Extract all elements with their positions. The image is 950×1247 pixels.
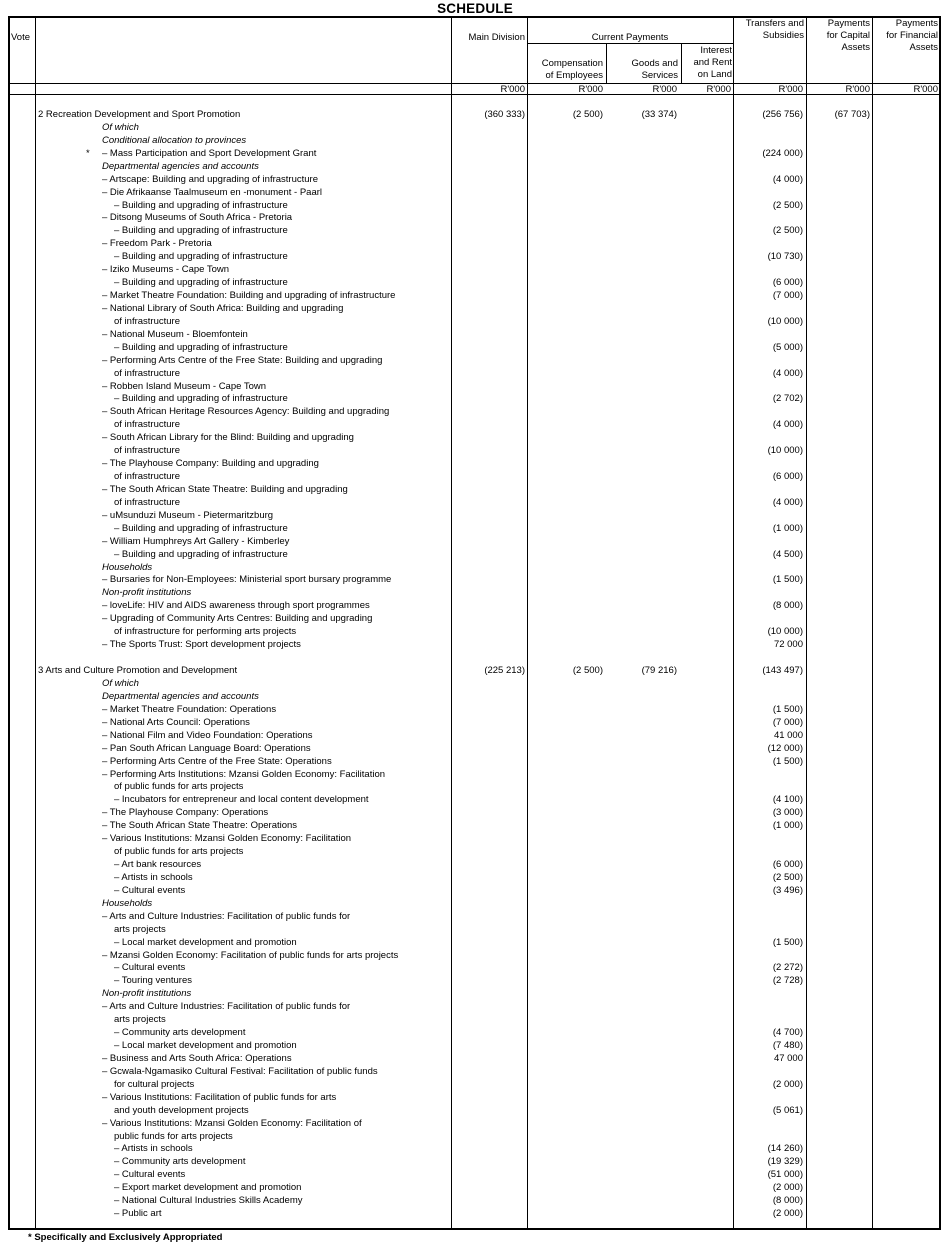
row-description: – Building and upgrading of infrastructure bbox=[114, 548, 288, 560]
table-row bbox=[0, 315, 950, 328]
row-description: – Performing Arts Institutions: Mzansi Golden Economy: Facilitation bbox=[102, 768, 386, 780]
row-value: (2 000) bbox=[772, 1182, 803, 1194]
row-description: – Mass Participation and Sport Development Grant bbox=[102, 147, 317, 159]
table-row bbox=[0, 1039, 950, 1052]
row-value: (2 500) bbox=[772, 199, 803, 211]
row-description: – Export market development and promotion bbox=[114, 1182, 302, 1194]
table-row bbox=[0, 677, 950, 690]
row-description: – Community arts development bbox=[114, 1156, 246, 1168]
row-description: – Artists in schools bbox=[114, 1143, 193, 1155]
table-row bbox=[0, 1104, 950, 1117]
unit-goods: R'000 bbox=[652, 84, 677, 95]
table-row bbox=[0, 961, 950, 974]
header-current-payments: Current Payments bbox=[591, 32, 669, 43]
table-row bbox=[0, 535, 950, 548]
row-description: for cultural projects bbox=[114, 1078, 195, 1090]
row-description: of public funds for arts projects bbox=[114, 781, 244, 793]
row-description: Households bbox=[102, 561, 153, 573]
row-description: – Artists in schools bbox=[114, 871, 193, 883]
row-description: arts projects bbox=[114, 1014, 166, 1026]
row-value: 72 000 bbox=[773, 639, 803, 651]
table-row bbox=[0, 1207, 950, 1220]
table-row bbox=[0, 573, 950, 586]
table-row bbox=[0, 871, 950, 884]
row-description: 2 Recreation Development and Sport Promotion bbox=[38, 109, 241, 120]
header-vote: Vote bbox=[11, 32, 31, 43]
row-value: (1 000) bbox=[772, 522, 803, 534]
row-value: (2 702) bbox=[772, 393, 803, 405]
row-description: – South African Heritage Resources Agency: Building and upgrading bbox=[102, 406, 390, 418]
row-value: 41 000 bbox=[773, 729, 803, 741]
table-row bbox=[0, 186, 950, 199]
table-row bbox=[0, 987, 950, 1000]
table-row bbox=[0, 1117, 950, 1130]
row-description: – Various Institutions: Mzansi Golden Economy: Facilitation bbox=[102, 833, 352, 845]
header-interest: Interest and Rent on Land bbox=[693, 45, 732, 80]
table-row bbox=[0, 134, 950, 147]
table-row bbox=[0, 302, 950, 315]
row-description: arts projects bbox=[114, 923, 166, 935]
header-transfers: Transfers and Subsidies bbox=[745, 18, 804, 41]
table-row bbox=[0, 431, 950, 444]
row-value: (8 000) bbox=[772, 600, 803, 612]
row-value: (2 500) bbox=[772, 225, 803, 237]
table-row bbox=[0, 974, 950, 987]
row-value: (19 329) bbox=[767, 1156, 803, 1168]
row-value: (3 000) bbox=[772, 807, 803, 819]
row-description: – Building and upgrading of infrastructure bbox=[114, 522, 288, 534]
row-description: Households bbox=[102, 897, 153, 909]
row-value: (224 000) bbox=[762, 147, 803, 159]
row-description: – Building and upgrading of infrastructure bbox=[114, 251, 288, 263]
table-row bbox=[0, 328, 950, 341]
row-description: – Gcwala-Ngamasiko Cultural Festival: Facilitation of public funds bbox=[102, 1065, 378, 1077]
row-value: (143 497) bbox=[762, 665, 803, 677]
row-value: (2 500) bbox=[572, 109, 603, 120]
table-row bbox=[0, 380, 950, 393]
row-description: – Robben Island Museum - Cape Town bbox=[102, 380, 267, 392]
row-description: – Building and upgrading of infrastructure bbox=[114, 341, 288, 353]
table-row bbox=[0, 263, 950, 276]
row-description: – uMsunduzi Museum - Pietermaritzburg bbox=[102, 509, 274, 521]
row-description: of infrastructure for performing arts projects bbox=[114, 626, 297, 638]
table-row bbox=[0, 884, 950, 897]
row-description: and youth development projects bbox=[114, 1104, 249, 1116]
unit-capital: R'000 bbox=[845, 84, 870, 95]
table-row bbox=[0, 755, 950, 768]
row-value: (5 061) bbox=[772, 1104, 803, 1116]
row-value: (2 272) bbox=[772, 962, 803, 974]
table-row bbox=[0, 418, 950, 431]
row-description: – Cultural events bbox=[114, 962, 186, 974]
row-description: – Various Institutions: Mzansi Golden Economy: Facilitation of bbox=[102, 1117, 362, 1129]
row-description: – National Museum - Bloemfontein bbox=[102, 328, 248, 340]
row-description: – Local market development and promotion bbox=[114, 936, 297, 948]
row-description: – Incubators for entrepreneur and local content development bbox=[114, 794, 369, 806]
row-value: (79 216) bbox=[641, 665, 677, 677]
row-description: – Building and upgrading of infrastructure bbox=[114, 277, 288, 289]
header-main-division: Main Division bbox=[468, 32, 525, 43]
row-value: (4 000) bbox=[772, 173, 803, 185]
row-description: Non-profit institutions bbox=[102, 988, 192, 1000]
appropriation-marker: * bbox=[86, 147, 90, 159]
row-value: (1 500) bbox=[772, 574, 803, 586]
row-description: – Various Institutions: Facilitation of public funds for arts bbox=[102, 1091, 337, 1103]
table-row bbox=[0, 858, 950, 871]
table-row bbox=[0, 832, 950, 845]
row-description: – Public art bbox=[114, 1208, 162, 1220]
table-row bbox=[0, 405, 950, 418]
table-row bbox=[0, 768, 950, 781]
row-value: (3 496) bbox=[772, 884, 803, 896]
row-value: (360 333) bbox=[484, 109, 525, 120]
table-row bbox=[0, 250, 950, 263]
row-description: public funds for arts projects bbox=[114, 1130, 233, 1142]
row-description: – Building and upgrading of infrastructure bbox=[114, 225, 288, 237]
unit-interest: R'000 bbox=[706, 84, 731, 95]
table-row bbox=[0, 910, 950, 923]
row-value: (1 500) bbox=[772, 755, 803, 767]
table-row bbox=[0, 1181, 950, 1194]
unit-comp: R'000 bbox=[578, 84, 603, 95]
row-description: of infrastructure bbox=[114, 471, 180, 483]
table-row bbox=[0, 496, 950, 509]
row-value: (7 480) bbox=[772, 1040, 803, 1052]
row-value: (12 000) bbox=[767, 742, 803, 754]
table-row bbox=[0, 276, 950, 289]
row-value: (10 000) bbox=[767, 315, 803, 327]
row-value: (1 500) bbox=[772, 703, 803, 715]
row-description: – Performing Arts Centre of the Free State: Building and upgrading bbox=[102, 354, 383, 366]
table-row bbox=[0, 457, 950, 470]
row-description: – The South African State Theatre: Operations bbox=[102, 820, 298, 832]
row-value: (1 000) bbox=[772, 820, 803, 832]
table-row bbox=[0, 625, 950, 638]
row-value: (6 000) bbox=[772, 277, 803, 289]
row-description: Non-profit institutions bbox=[102, 587, 192, 599]
row-description: – Mzansi Golden Economy: Facilitation of public funds for arts projects bbox=[102, 949, 399, 961]
table-row bbox=[0, 392, 950, 405]
table-row bbox=[0, 367, 950, 380]
table-row bbox=[0, 354, 950, 367]
table-row bbox=[0, 638, 950, 651]
row-description: of infrastructure bbox=[114, 419, 180, 431]
row-description: – Artscape: Building and upgrading of infrastructure bbox=[102, 173, 318, 185]
table-row bbox=[0, 1194, 950, 1207]
row-value: (10 000) bbox=[767, 626, 803, 638]
table-row bbox=[0, 729, 950, 742]
row-description: – National Arts Council: Operations bbox=[102, 716, 250, 728]
table-row bbox=[0, 819, 950, 832]
row-description: – Arts and Culture Industries: Facilitation of public funds for bbox=[102, 910, 351, 922]
row-value: (6 000) bbox=[772, 859, 803, 870]
row-value: (2 000) bbox=[772, 1078, 803, 1090]
row-description: – The Playhouse Company: Operations bbox=[102, 807, 269, 819]
row-description: – Cultural events bbox=[114, 884, 186, 896]
table-row bbox=[0, 1091, 950, 1104]
row-value: 47 000 bbox=[773, 1052, 803, 1064]
table-row bbox=[0, 949, 950, 962]
table-row bbox=[0, 703, 950, 716]
row-value: (4 500) bbox=[772, 548, 803, 560]
table-row bbox=[0, 561, 950, 574]
row-value: (256 756) bbox=[762, 109, 803, 120]
row-description: – Building and upgrading of infrastructure bbox=[114, 393, 288, 405]
table-row bbox=[0, 224, 950, 237]
row-value: (5 000) bbox=[772, 341, 803, 353]
row-description: – Performing Arts Centre of the Free State: Operations bbox=[102, 755, 332, 767]
row-value: (7 000) bbox=[772, 716, 803, 728]
table-row bbox=[0, 522, 950, 535]
row-description: – Iziko Museums - Cape Town bbox=[102, 264, 230, 276]
row-description: 3 Arts and Culture Promotion and Development bbox=[38, 665, 238, 677]
row-description: of infrastructure bbox=[114, 496, 180, 508]
header-capital: Payments for Capital Assets bbox=[826, 18, 870, 53]
row-description: Departmental agencies and accounts bbox=[102, 690, 259, 702]
table-row bbox=[0, 548, 950, 561]
table-row bbox=[0, 509, 950, 522]
row-description: Of which bbox=[102, 677, 139, 689]
header-goods: Goods and Services bbox=[631, 58, 678, 81]
table-row bbox=[0, 1026, 950, 1039]
table-row bbox=[0, 483, 950, 496]
row-value: (4 000) bbox=[772, 367, 803, 379]
table-row bbox=[0, 923, 950, 936]
table-row bbox=[0, 173, 950, 186]
row-value: (67 703) bbox=[834, 109, 870, 120]
row-description: – William Humphreys Art Gallery - Kimberley bbox=[102, 535, 290, 547]
row-description: – The Playhouse Company: Building and upgrading bbox=[102, 458, 319, 470]
row-description: – Market Theatre Foundation: Building and upgrading of infrastructure bbox=[102, 290, 396, 302]
table-row bbox=[0, 199, 950, 212]
row-description: – Business and Arts South Africa: Operations bbox=[102, 1052, 292, 1064]
row-description: – Touring ventures bbox=[114, 975, 192, 987]
row-value: (4 000) bbox=[772, 496, 803, 508]
table-row bbox=[0, 716, 950, 729]
header-financial: Payments for Financial Assets bbox=[886, 18, 938, 53]
row-value: (1 500) bbox=[772, 936, 803, 948]
row-description: – loveLife: HIV and AIDS awareness through sport programmes bbox=[102, 600, 370, 612]
table-row bbox=[0, 936, 950, 949]
row-description: – Cultural events bbox=[114, 1169, 186, 1181]
row-value: (4 000) bbox=[772, 419, 803, 431]
row-description: – Art bank resources bbox=[114, 859, 202, 870]
row-description: of infrastructure bbox=[114, 445, 180, 457]
table-row bbox=[0, 1130, 950, 1143]
row-value: (10 730) bbox=[767, 251, 803, 263]
row-description: – Bursaries for Non-Employees: Ministerial sport bursary programme bbox=[102, 574, 392, 586]
table-row bbox=[0, 845, 950, 858]
row-value: (14 260) bbox=[767, 1143, 803, 1155]
table-row bbox=[0, 1052, 950, 1065]
table-row bbox=[0, 612, 950, 625]
row-description: – Arts and Culture Industries: Facilitation of public funds for bbox=[102, 1001, 351, 1013]
row-description: Of which bbox=[102, 121, 139, 133]
table-row bbox=[0, 211, 950, 224]
table-row bbox=[0, 793, 950, 806]
row-value: (2 500) bbox=[772, 871, 803, 883]
unit-financial: R'000 bbox=[913, 84, 938, 95]
row-value: (33 374) bbox=[641, 109, 677, 120]
row-value: (4 700) bbox=[772, 1027, 803, 1039]
row-value: (8 000) bbox=[772, 1195, 803, 1207]
table-row bbox=[0, 160, 950, 173]
table-row bbox=[0, 1168, 950, 1181]
row-value: (225 213) bbox=[484, 665, 525, 677]
row-description: of infrastructure bbox=[114, 315, 180, 327]
table-row bbox=[0, 108, 950, 121]
row-description: – Pan South African Language Board: Operations bbox=[102, 742, 311, 754]
table-row bbox=[0, 586, 950, 599]
table-row bbox=[0, 806, 950, 819]
footnote: * Specifically and Exclusively Appropriated bbox=[28, 1232, 223, 1243]
row-description: – National Film and Video Foundation: Operations bbox=[102, 729, 313, 741]
table-row bbox=[0, 121, 950, 134]
row-description: – Market Theatre Foundation: Operations bbox=[102, 703, 277, 715]
row-description: – Ditsong Museums of South Africa - Pretoria bbox=[102, 212, 293, 224]
row-description: – Community arts development bbox=[114, 1027, 246, 1039]
row-value: (2 000) bbox=[772, 1208, 803, 1220]
table-row bbox=[0, 742, 950, 755]
table-row bbox=[0, 1013, 950, 1026]
row-value: (6 000) bbox=[772, 471, 803, 483]
row-description: – The South African State Theatre: Building and upgrading bbox=[102, 483, 348, 495]
row-description: Departmental agencies and accounts bbox=[102, 160, 259, 172]
row-value: (7 000) bbox=[772, 290, 803, 302]
row-value: (2 500) bbox=[572, 665, 603, 677]
row-description: – Building and upgrading of infrastructure bbox=[114, 199, 288, 211]
col-rule-comp bbox=[606, 43, 607, 83]
table-row bbox=[0, 470, 950, 483]
table-row bbox=[0, 1142, 950, 1155]
table-row bbox=[0, 1000, 950, 1013]
row-description: – The Sports Trust: Sport development projects bbox=[102, 639, 301, 651]
table-row bbox=[0, 147, 950, 160]
row-value: (4 100) bbox=[772, 794, 803, 806]
row-description: – South African Library for the Blind: Building and upgrading bbox=[102, 432, 354, 444]
unit-transfers: R'000 bbox=[778, 84, 803, 95]
table-row bbox=[0, 780, 950, 793]
row-description: – National Library of South Africa: Building and upgrading bbox=[102, 302, 344, 314]
row-description: – National Cultural Industries Skills Academy bbox=[114, 1195, 303, 1207]
row-value: (10 000) bbox=[767, 445, 803, 457]
row-description: of infrastructure bbox=[114, 367, 180, 379]
unit-main: R'000 bbox=[500, 84, 525, 95]
table-row bbox=[0, 690, 950, 703]
row-value: (51 000) bbox=[767, 1169, 803, 1181]
header-compensation: Compensation of Employees bbox=[541, 58, 603, 81]
row-description: – Die Afrikaanse Taalmuseum en -monument - Paarl bbox=[102, 186, 323, 198]
table-row bbox=[0, 237, 950, 250]
row-description: – Freedom Park - Pretoria bbox=[102, 238, 212, 250]
table-row bbox=[0, 1078, 950, 1091]
table-row bbox=[0, 599, 950, 612]
row-description: – Local market development and promotion bbox=[114, 1040, 297, 1052]
row-description: Conditional allocation to provinces bbox=[102, 134, 247, 146]
table-row bbox=[0, 289, 950, 302]
col-rule-goods bbox=[681, 43, 682, 83]
schedule-title: SCHEDULE bbox=[437, 1, 513, 16]
table-row bbox=[0, 664, 950, 677]
table-row bbox=[0, 444, 950, 457]
table-row bbox=[0, 341, 950, 354]
table-row bbox=[0, 1065, 950, 1078]
table-row bbox=[0, 897, 950, 910]
row-value: (2 728) bbox=[772, 975, 803, 987]
row-description: – Upgrading of Community Arts Centres: Building and upgrading bbox=[102, 613, 373, 625]
table-row bbox=[0, 1155, 950, 1168]
row-description: of public funds for arts projects bbox=[114, 846, 244, 858]
